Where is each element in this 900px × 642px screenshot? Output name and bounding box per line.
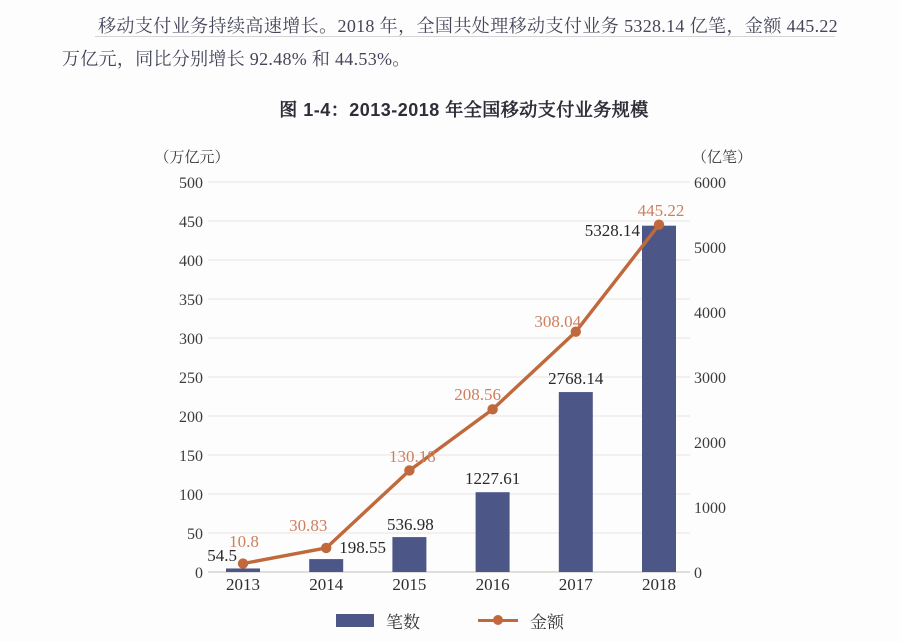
legend-item-bars <box>336 608 420 633</box>
line-swatch-dot <box>493 615 503 625</box>
right-axis-tick: 3000 <box>694 370 726 387</box>
x-axis-label: 2017 <box>558 575 593 594</box>
line-value-label: 308.04 <box>534 312 582 331</box>
x-axis-label: 2015 <box>392 575 427 594</box>
legend-label-bars: 笔数 <box>386 612 420 632</box>
left-axis-tick: 300 <box>179 331 203 348</box>
bar-value-label: 1227.61 <box>464 469 521 488</box>
left-axis-tick: 500 <box>179 175 203 192</box>
line-value-label: 445.22 <box>637 201 685 220</box>
x-axis-label: 2013 <box>226 575 260 594</box>
right-axis-unit: （亿笔） <box>692 150 753 166</box>
right-axis-tick: 2000 <box>694 435 726 452</box>
bar-2015 <box>392 537 426 572</box>
line-value-label: 30.83 <box>289 516 328 535</box>
right-axis-tick: 0 <box>694 565 702 582</box>
chart-title: 图 1-4：2013-2018 年全国移动支付业务规模 <box>279 100 649 120</box>
bar-value-label: 54.5 <box>207 546 237 565</box>
right-axis-tick: 5000 <box>694 240 726 257</box>
bar-2017 <box>559 392 593 572</box>
x-axis-label: 2016 <box>475 575 510 594</box>
bar-series-swatch <box>336 614 374 627</box>
left-axis-tick: 400 <box>179 253 203 270</box>
x-axis-label: 2014 <box>309 575 344 594</box>
line-marker-2018 <box>654 220 664 230</box>
legend-label-line: 金额 <box>530 612 564 632</box>
bar-2014 <box>309 559 343 572</box>
line-marker-2016 <box>487 404 497 414</box>
bar-value-label: 2768.14 <box>548 369 604 388</box>
right-axis-tick: 4000 <box>694 305 726 322</box>
right-axis-tick: 1000 <box>694 500 726 517</box>
line-series <box>243 225 659 564</box>
bar-2013 <box>226 568 260 572</box>
line-marker-2015 <box>404 465 414 475</box>
line-value-label: 208.56 <box>454 385 501 404</box>
bar-value-label: 536.98 <box>387 515 434 534</box>
left-axis-tick: 350 <box>179 292 203 309</box>
body-paragraph: 移动支付业务持续高速增长。2018 年，全国共处理移动支付业务 5328.14 亿笔，金额 445.22 万亿元，同比分别增长 92.48% 和 44.53%。 <box>62 16 838 69</box>
bar-2018 <box>642 226 676 572</box>
line-series-swatch <box>478 614 518 626</box>
left-axis-tick: 150 <box>179 448 203 465</box>
right-axis-tick: 6000 <box>694 175 726 192</box>
left-axis-tick: 450 <box>179 214 203 231</box>
left-axis-tick: 200 <box>179 409 203 426</box>
bar-2016 <box>476 492 510 572</box>
bar-value-label: 5328.14 <box>584 221 640 240</box>
left-axis-tick: 100 <box>179 487 203 504</box>
left-axis-tick: 50 <box>187 526 203 543</box>
chart-legend <box>0 607 900 633</box>
line-value-label: 10.8 <box>229 532 259 551</box>
x-axis-label: 2018 <box>642 575 676 594</box>
bar-value-label: 198.55 <box>339 538 386 557</box>
legend-item-line <box>478 608 564 633</box>
line-marker-2014 <box>321 543 331 553</box>
left-axis-unit: （万亿元） <box>154 150 230 166</box>
line-marker-2013 <box>238 558 248 568</box>
left-axis-tick: 250 <box>179 370 203 387</box>
left-axis-tick: 0 <box>195 565 203 582</box>
line-value-label: 130.18 <box>389 447 436 466</box>
